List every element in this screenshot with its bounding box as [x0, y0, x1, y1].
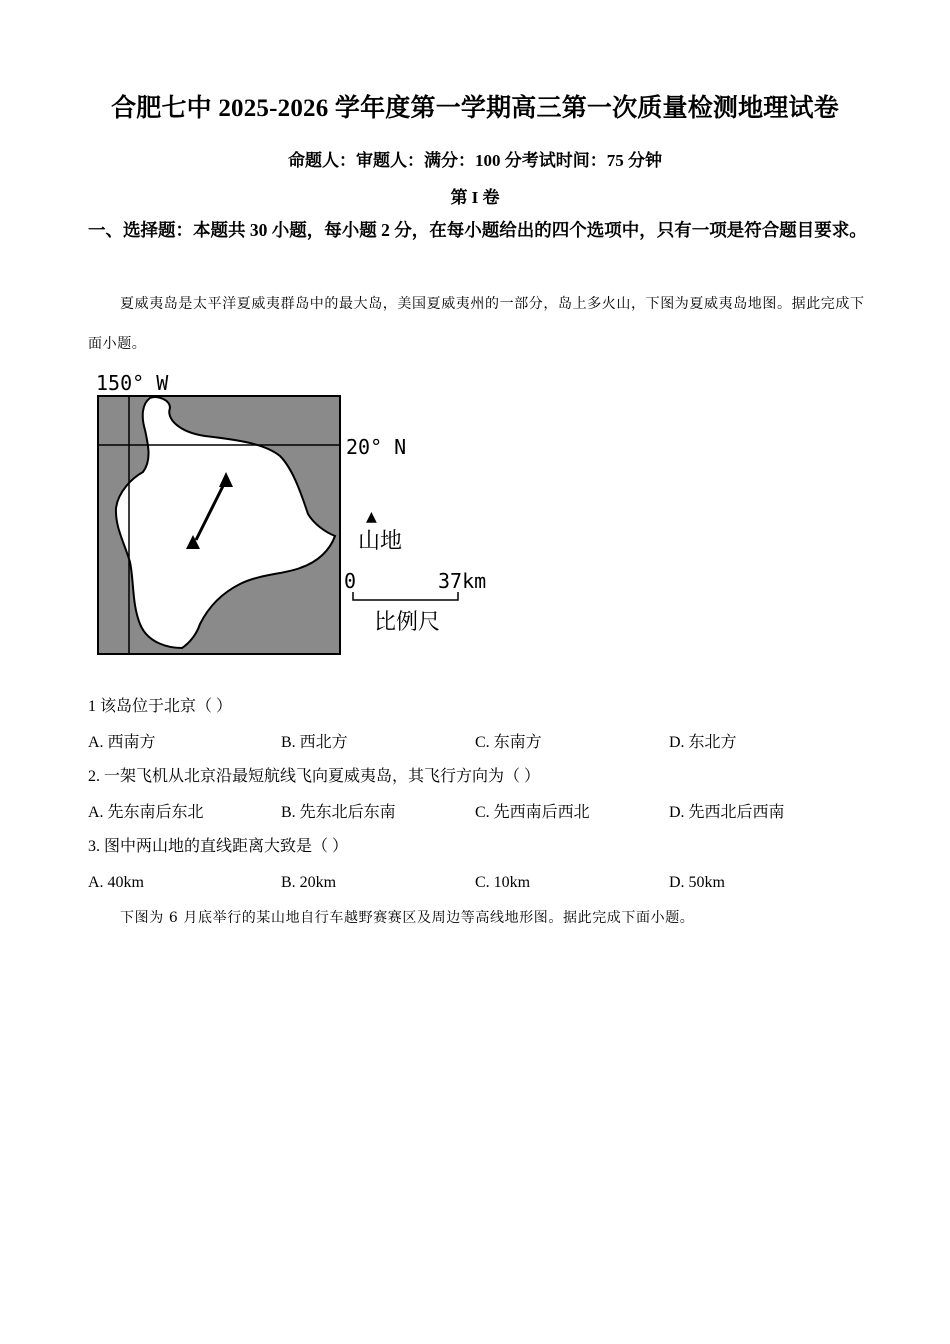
question-1-option-a[interactable]: A. 西南方 [88, 734, 156, 751]
scale-label: 比例尺 [374, 610, 441, 635]
question-1-option-c[interactable]: C. 东南方 [475, 734, 542, 751]
exam-subtitle: 命题人：审题人：满分：100 分考试时间：75 分钟 [288, 151, 662, 170]
legend-mountain-icon: ▲ [366, 506, 377, 527]
question-3-option-b[interactable]: B. 20km [281, 874, 337, 891]
question-3-stem: 3. 图中两山地的直线距离大致是（ ） [88, 838, 349, 855]
scale-zero: 0 [344, 569, 357, 593]
question-2-stem: 2. 一架飞机从北京沿最短航线飞向夏威夷岛，其飞行方向为（ ） [88, 768, 541, 785]
question-3-option-a[interactable]: A. 40km [88, 874, 144, 891]
question-1-option-b[interactable]: B. 西北方 [281, 734, 348, 751]
question-1-option-d[interactable]: D. 东北方 [669, 734, 737, 751]
intro-paragraph-1: 夏威夷岛是太平洋夏威夷群岛中的最大岛，美国夏威夷州的一部分，岛上多火山，下图为夏威夷岛地图。据此完成下面小题。 [88, 296, 865, 352]
question-1-stem: 1 该岛位于北京（ ） [88, 698, 233, 715]
question-2-option-a[interactable]: A. 先东南后东北 [88, 804, 204, 821]
scale-distance: 37km [438, 569, 487, 593]
legend-mountain-label: 山地 [358, 529, 403, 554]
section-heading: 一、选择题：本题共 30 小题，每小题 2 分，在每小题给出的四个选项中，只有一项是符合题目要求。 [88, 220, 867, 240]
hawaii-map [0, 362, 950, 662]
question-3-option-d[interactable]: D. 50km [669, 874, 725, 891]
exam-title: 合肥七中 2025-2026 学年度第一学期高三第一次质量检测地理试卷 [111, 95, 839, 122]
question-2-option-c[interactable]: C. 先西南后西北 [475, 804, 590, 821]
latitude-label: 20° N [346, 435, 407, 459]
question-3-option-c[interactable]: C. 10km [475, 874, 531, 891]
scale-bar [353, 592, 458, 600]
longitude-label: 150° W [96, 371, 169, 395]
volume-label: 第 I 卷 [450, 188, 500, 207]
question-2-option-d[interactable]: D. 先西北后西南 [669, 804, 785, 821]
question-2-option-b[interactable]: B. 先东北后东南 [281, 804, 396, 821]
intro-paragraph-2: 下图为 6 月底举行的某山地自行车越野赛赛区及周边等高线地形图。据此完成下面小题。 [120, 910, 695, 926]
